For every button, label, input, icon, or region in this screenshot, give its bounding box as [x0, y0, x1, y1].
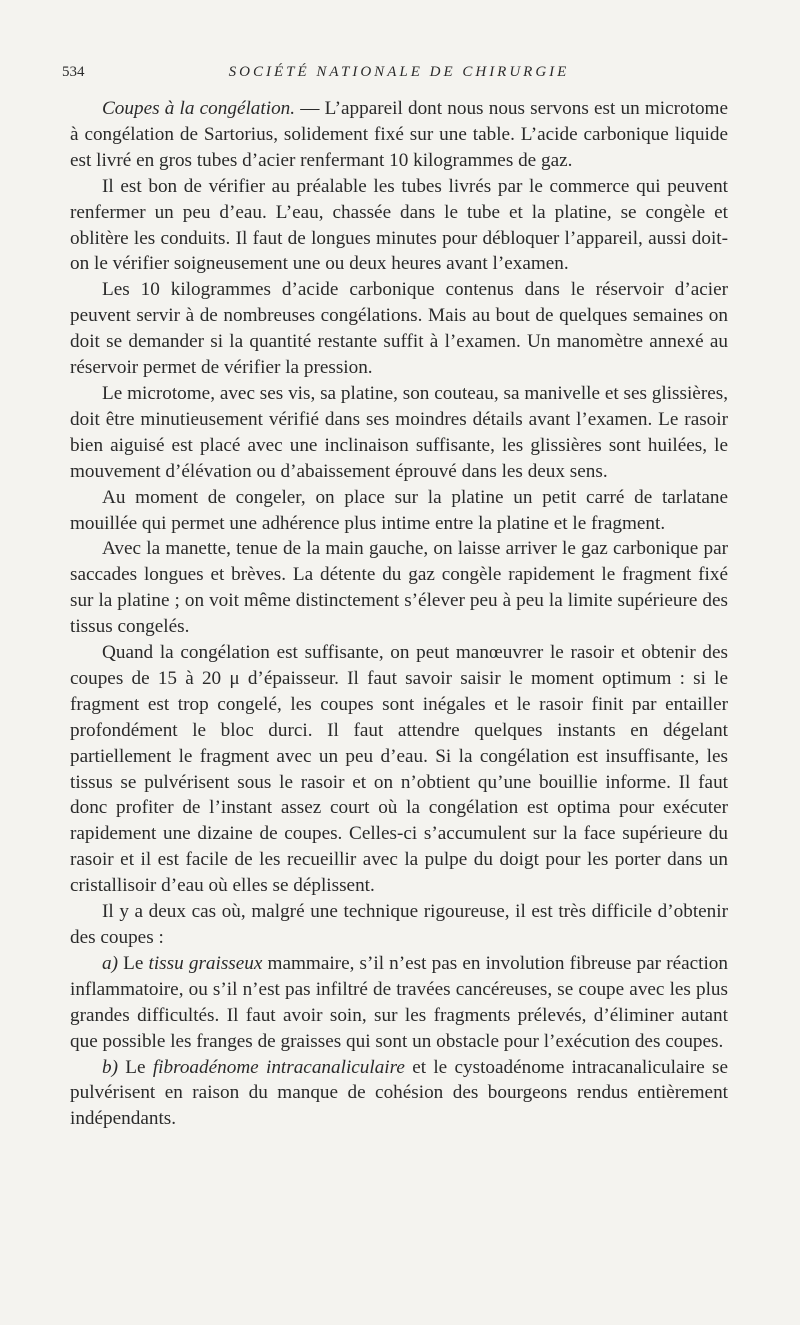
running-head: SOCIÉTÉ NATIONALE DE CHIRURGIE	[228, 64, 570, 80]
item-text: et le cystoadénome intracanaliculaire se pulvérisent en raison du manque de cohésion des bourgeons rendus entièrement indépendants.	[70, 1056, 728, 1130]
section-title: Coupes à la congélation.	[102, 98, 296, 119]
paragraph: Au moment de congeler, on place sur la platine un petit carré de tarlatane mouillée qui permet une adhérence plus intime entre la platine et le fragment.	[70, 486, 728, 534]
book-page	[62, 58, 728, 1132]
paragraph: Les 10 kilogrammes d’acide carbonique contenus dans le réservoir d’acier peuvent servir à de nombreuses congélations. Mais au bout de quelques semaines on doit se demander si la quantité restante suffit à l’examen. Un manomètre annexé au réservoir permet de vérifier la pression.	[70, 279, 728, 379]
body-text	[70, 96, 728, 1132]
page-header	[62, 58, 728, 86]
paragraph	[70, 96, 728, 174]
paragraph: Avec la manette, tenue de la main gauche, on laisse arriver le gaz carbonique par saccades longues et brèves. La détente du gaz congèle rapidement le fragment fixé sur la platine ; on voit même distinctement s’élever peu à peu la limite supérieure des tissus congelés.	[70, 538, 728, 638]
item-letter: a)	[102, 952, 118, 974]
item-text: mammaire, s’il n’est pas en involution fibreuse par réaction inflammatoire, ou s’il n’est pas infiltré de travées cancéreuses, se coupe avec les plus grandes difficultés. Il faut avoir soin, sur les fragments prélevés, d’éliminer autant que possible les franges de graisses qui sont un obstacle pour l’exécution des coupes.	[70, 952, 728, 1052]
paragraph: Il est bon de vérifier au préalable les tubes livrés par le commerce qui peuvent renfermer un peu d’eau. L’eau, chassée dans le tube et la platine, se congèle et oblitère les conduits. Il faut de longues minutes pour débloquer l’appareil, aussi doit-on le vérifier soigneusement une ou deux heures avant l’examen.	[70, 175, 728, 275]
item-text: Le	[117, 952, 149, 974]
paragraph: Quand la congélation est suffisante, on peut manœuvrer le rasoir et obtenir des coupes de 15 à 20 μ d’épaisseur. Il faut savoir saisir le moment optimum : si le fragment est trop congelé, les coupes sont inégales et le rasoir finit par entailler profondément le bloc durci. Il faut attendre quelques instants en dégelant partiellement le fragment avec un peu d’eau. Si la congélation est insuffisante, les tissus se pulvérisent sous le rasoir et on n’obtient qu’une bouillie informe. Il faut donc profiter de l’instant assez court où la congélation est optima pour exécuter rapidement une dizaine de coupes. Celles-ci s’accumulent sur la face supérieure du rasoir et il est facile de les recueillir avec la pulpe du doigt pour les porter dans un cristallisoir d’eau où elles se déplissent.	[70, 642, 728, 897]
item-letter: b)	[102, 1056, 118, 1078]
paragraph-text: — L’appareil dont nous nous servons est un microtome à congélation de Sartorius, solidement fixé sur une table. L’acide carbonique liquide est livré en gros tubes d’acier renfermant 10 kilogrammes de gaz.	[70, 98, 728, 171]
item-text: Le	[117, 1056, 153, 1078]
list-item-a	[70, 951, 728, 1055]
paragraph: Il y a deux cas où, malgré une technique rigoureuse, il est très difficile d’obtenir des coupes :	[70, 901, 728, 948]
list-item-b	[70, 1055, 728, 1133]
item-term: tissu graisseux	[148, 952, 263, 974]
page-number: 534	[62, 64, 85, 80]
paragraph: Le microtome, avec ses vis, sa platine, son couteau, sa manivelle et ses glissières, doit être minutieusement vérifié dans ses moindres détails avant l’examen. Le rasoir bien aiguisé est placé avec une inclinaison suffisante, les glissières sont huilées, le mouvement d’élévation ou d’abaissement éprouvé dans les deux sens.	[70, 382, 728, 482]
item-term: fibroadénome intracanaliculaire	[152, 1056, 405, 1078]
